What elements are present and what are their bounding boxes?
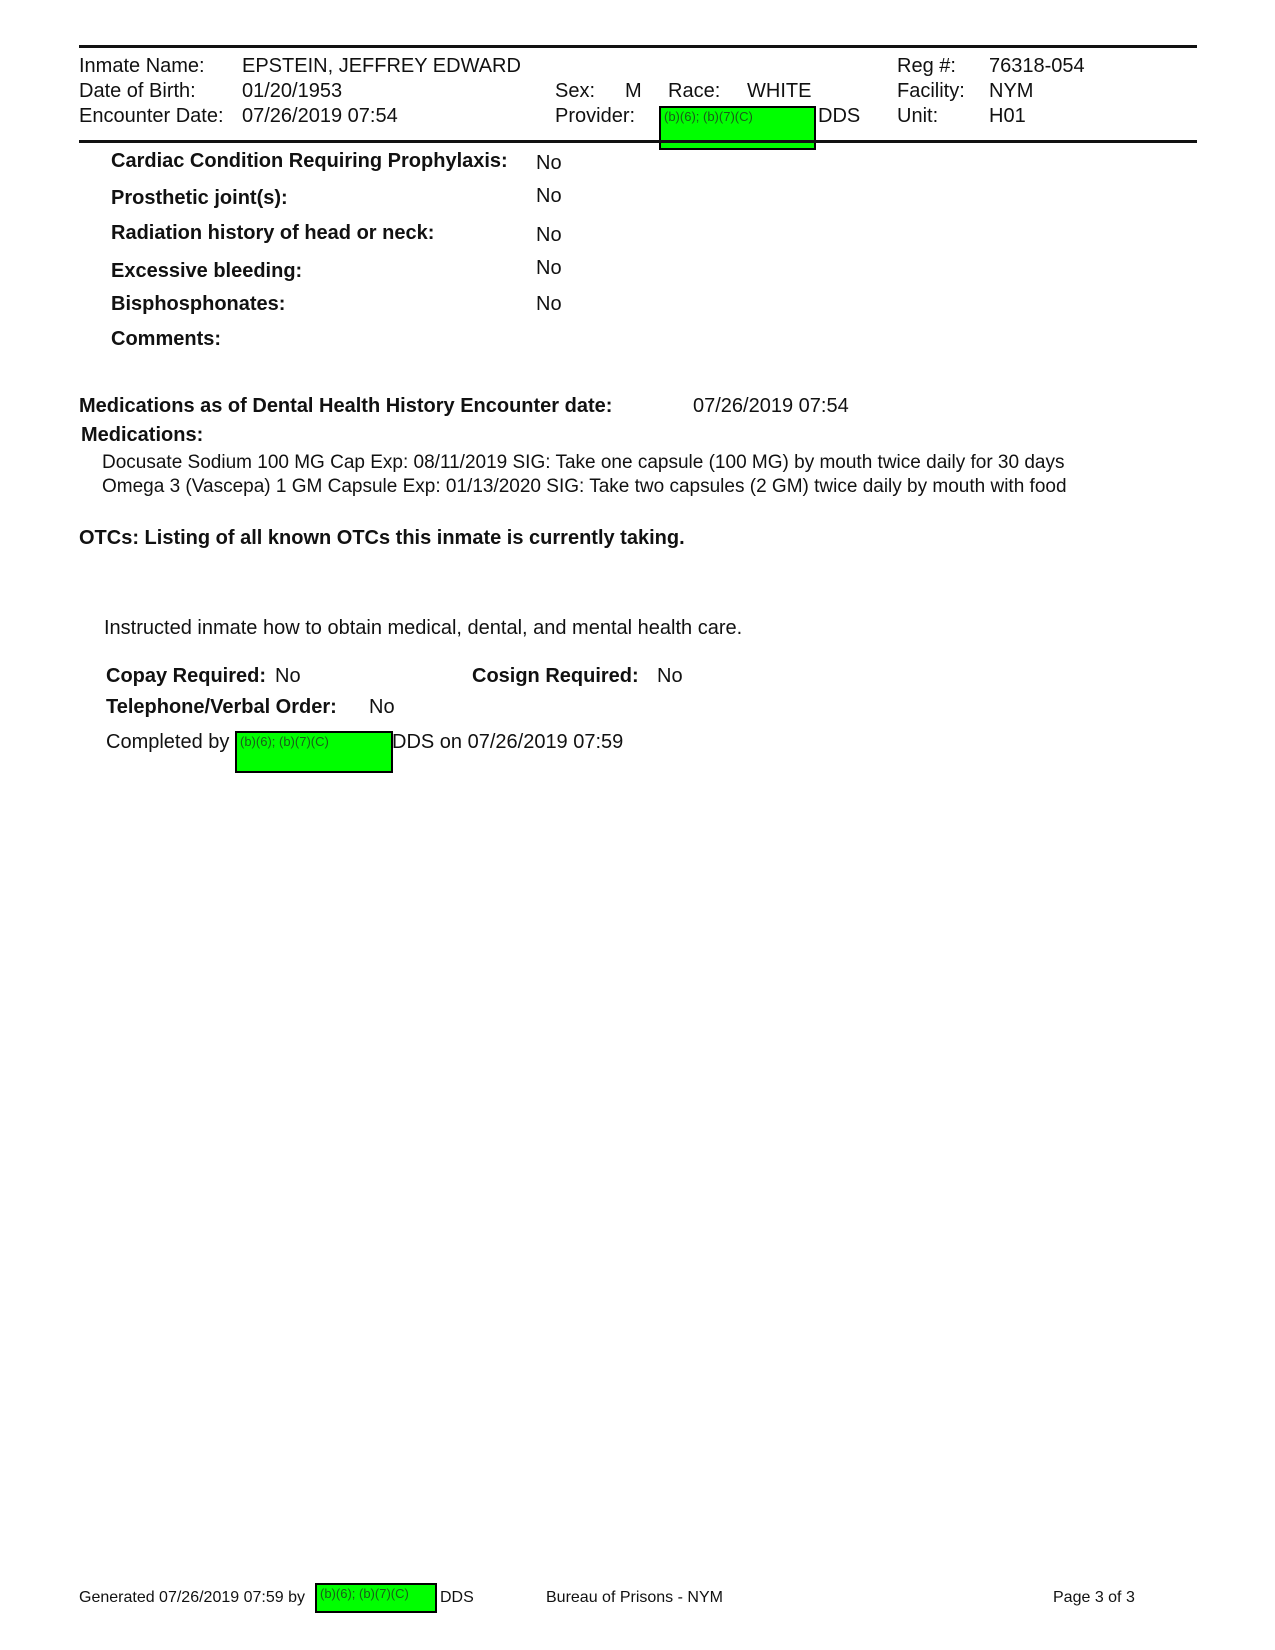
footer-page-number: Page 3 of 3	[1053, 1589, 1135, 1606]
completed-by-redaction: (b)(6); (b)(7)(C)	[235, 731, 393, 773]
instruction-text: Instructed inmate how to obtain medical, dental, and mental health care.	[104, 617, 743, 639]
provider-redaction: (b)(6); (b)(7)(C)	[659, 106, 816, 150]
history-value-radiation: No	[536, 224, 562, 246]
unit-value: H01	[989, 105, 1026, 127]
unit-label: Unit:	[897, 105, 939, 127]
encounter-date-label: Encounter Date:	[79, 105, 224, 127]
history-value-bisphosphonates: No	[536, 293, 562, 315]
cosign-label: Cosign Required:	[472, 665, 639, 687]
reg-value: 76318-054	[989, 55, 1085, 77]
telephone-order-value: No	[369, 696, 395, 718]
race-value: WHITE	[747, 80, 812, 102]
history-label-cardiac: Cardiac Condition Requiring Prophylaxis:	[111, 150, 508, 172]
header-bottom-rule	[79, 140, 1197, 143]
cosign-value: No	[657, 665, 683, 687]
inmate-name-label: Inmate Name:	[79, 55, 205, 77]
footer-agency: Bureau of Prisons - NYM	[546, 1589, 723, 1606]
copay-label: Copay Required:	[106, 665, 267, 687]
sex-label: Sex:	[555, 80, 596, 102]
history-label-prosthetic: Prosthetic joint(s):	[111, 187, 288, 209]
completed-by-prefix: Completed by	[106, 731, 230, 753]
reg-label: Reg #:	[897, 55, 956, 77]
telephone-order-label: Telephone/Verbal Order:	[106, 696, 337, 718]
history-label-radiation: Radiation history of head or neck:	[111, 222, 435, 244]
history-value-cardiac: No	[536, 152, 562, 174]
otc-heading: OTCs: Listing of all known OTCs this inmate is currently taking.	[79, 527, 685, 549]
completed-by-suffix: DDS on 07/26/2019 07:59	[392, 731, 624, 753]
history-value-bleeding: No	[536, 257, 562, 279]
comments-label: Comments:	[111, 328, 222, 350]
history-value-prosthetic: No	[536, 185, 562, 207]
provider-label: Provider:	[555, 105, 636, 127]
dob-value: 01/20/1953	[242, 80, 343, 102]
history-label-bleeding: Excessive bleeding:	[111, 260, 303, 282]
provider-suffix: DDS	[818, 105, 861, 127]
medications-heading-date: 07/26/2019 07:54	[693, 395, 849, 417]
facility-value: NYM	[989, 80, 1034, 102]
footer-generated-prefix: Generated 07/26/2019 07:59 by	[79, 1589, 305, 1606]
inmate-name-value: EPSTEIN, JEFFREY EDWARD	[242, 55, 521, 77]
copay-value: No	[275, 665, 301, 687]
footer-dds: DDS	[440, 1589, 474, 1606]
dob-label: Date of Birth:	[79, 80, 196, 102]
encounter-date-value: 07/26/2019 07:54	[242, 105, 398, 127]
medication-item: Omega 3 (Vascepa) 1 GM Capsule Exp: 01/13/2020 SIG: Take two capsules (2 GM) twice daily by mouth with food	[102, 476, 1067, 497]
footer-redaction: (b)(6); (b)(7)(C)	[315, 1583, 437, 1613]
medications-heading: Medications as of Dental Health History Encounter date:	[79, 395, 613, 417]
medications-list-label: Medications:	[81, 424, 204, 446]
history-label-bisphosphonates: Bisphosphonates:	[111, 293, 286, 315]
race-label: Race:	[668, 80, 721, 102]
medication-item: Docusate Sodium 100 MG Cap Exp: 08/11/2019 SIG: Take one capsule (100 MG) by mouth twice daily for 30 days	[102, 452, 1065, 473]
sex-value: M	[625, 80, 642, 102]
header-top-rule	[79, 45, 1197, 48]
facility-label: Facility:	[897, 80, 965, 102]
